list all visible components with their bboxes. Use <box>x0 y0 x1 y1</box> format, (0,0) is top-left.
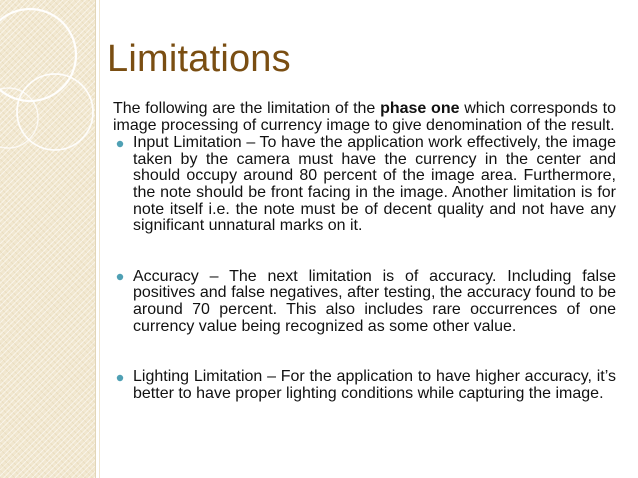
decorative-side-band <box>0 0 96 478</box>
bullet-text: Accuracy – The next limitation is of accuracy. Including false positives and false negatives, after testing, the accuracy found to be around 70 percent. This also includes rare occurrences of one currency value being recognized as some other value. <box>133 267 616 335</box>
slide-title: Limitations <box>107 38 291 80</box>
bullet-dot-icon <box>113 135 127 152</box>
slide-body <box>113 101 616 402</box>
bullet-text: Input Limitation – To have the application work effectively, the image taken by the camera must have the currency in the center and should occupy around 80 percent of the image area. Furthermore, the note should be front facing in the image. Another limitation is for note itself i.e. the note must be of decent quality and not have any significant unnatural marks on it. <box>133 134 616 235</box>
band-divider <box>99 0 100 478</box>
intro-text-start: The following are the limitation of the <box>113 100 381 117</box>
bullet-dot-icon <box>113 369 127 386</box>
intro-text-bold: phase one <box>380 100 460 117</box>
bullet-text: Lighting Limitation – For the application to have higher accuracy, it’s better to have proper lighting conditions while capturing the image. <box>133 368 616 402</box>
list-item-accuracy <box>113 269 616 335</box>
limitations-list <box>113 135 616 402</box>
intro-paragraph <box>113 101 616 134</box>
list-item-input-limitation <box>113 135 616 235</box>
list-item-lighting-limitation <box>113 369 616 402</box>
intro-text-end: which corresponds to image processing of currency image to give denomination of the result. <box>113 100 617 134</box>
bullet-dot-icon <box>113 269 127 286</box>
